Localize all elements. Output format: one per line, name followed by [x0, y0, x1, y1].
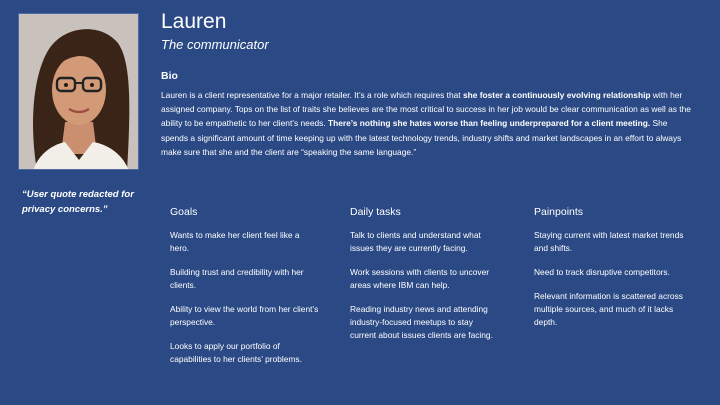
persona-name: Lauren	[161, 10, 227, 33]
painpoints-section	[534, 205, 684, 340]
goal-item: Wants to make her client feel like a hero.	[170, 230, 300, 253]
bio-heading: Bio	[161, 70, 178, 82]
persona-role: The communicator	[161, 37, 269, 52]
painpoint-item: Need to track disruptive competitors.	[534, 267, 670, 277]
bio-text-emphasis: There’s nothing she hates worse than feeling underprepared for a client meeting.	[327, 118, 651, 129]
painpoint-item: Relevant information is scattered across multiple sources, and much of it lacks depth.	[534, 291, 683, 327]
user-quote: “User quote redacted for privacy concerns.”	[22, 189, 134, 215]
persona-portrait-illustration	[19, 14, 139, 170]
goal-item: Building trust and credibility with her clients.	[170, 267, 304, 290]
goals-section	[170, 205, 320, 377]
daily-tasks-heading: Daily tasks	[350, 206, 401, 218]
goals-heading: Goals	[170, 206, 198, 218]
bio-text-part: She spends a significant amount of time keeping up with the latest technology trends, industry shifts and market landscapes in an effort to always make sure that she and the client are “speaking the same language.”	[161, 118, 682, 157]
bio-text-part: Lauren is a client representative for a major retailer. It’s a role which requires that	[161, 90, 463, 100]
task-item: Reading industry news and attending industry-focused meetups to stay current about issues clients are facing.	[350, 304, 493, 340]
goal-item: Looks to apply our portfolio of capabilities to her clients’ problems.	[170, 341, 302, 364]
painpoint-item: Staying current with latest market trends and shifts.	[534, 230, 684, 253]
daily-tasks-section	[350, 205, 500, 353]
painpoints-heading: Painpoints	[534, 206, 584, 218]
bio-text-emphasis: she foster a continuously evolving relationship	[462, 90, 651, 100]
task-item: Talk to clients and understand what issues they are currently facing.	[350, 230, 481, 253]
persona-photo	[18, 13, 139, 170]
task-item: Work sessions with clients to uncover areas where IBM can help.	[350, 267, 490, 290]
bio-text-part: with her assigned company. Tops on the list of traits she believes are the most critical to success in her job would be clear communication as well as the ability to be empathetic to her client’s needs.	[161, 90, 691, 129]
bio-text	[161, 88, 693, 159]
goal-item: Ability to view the world from her client’s perspective.	[170, 304, 319, 327]
